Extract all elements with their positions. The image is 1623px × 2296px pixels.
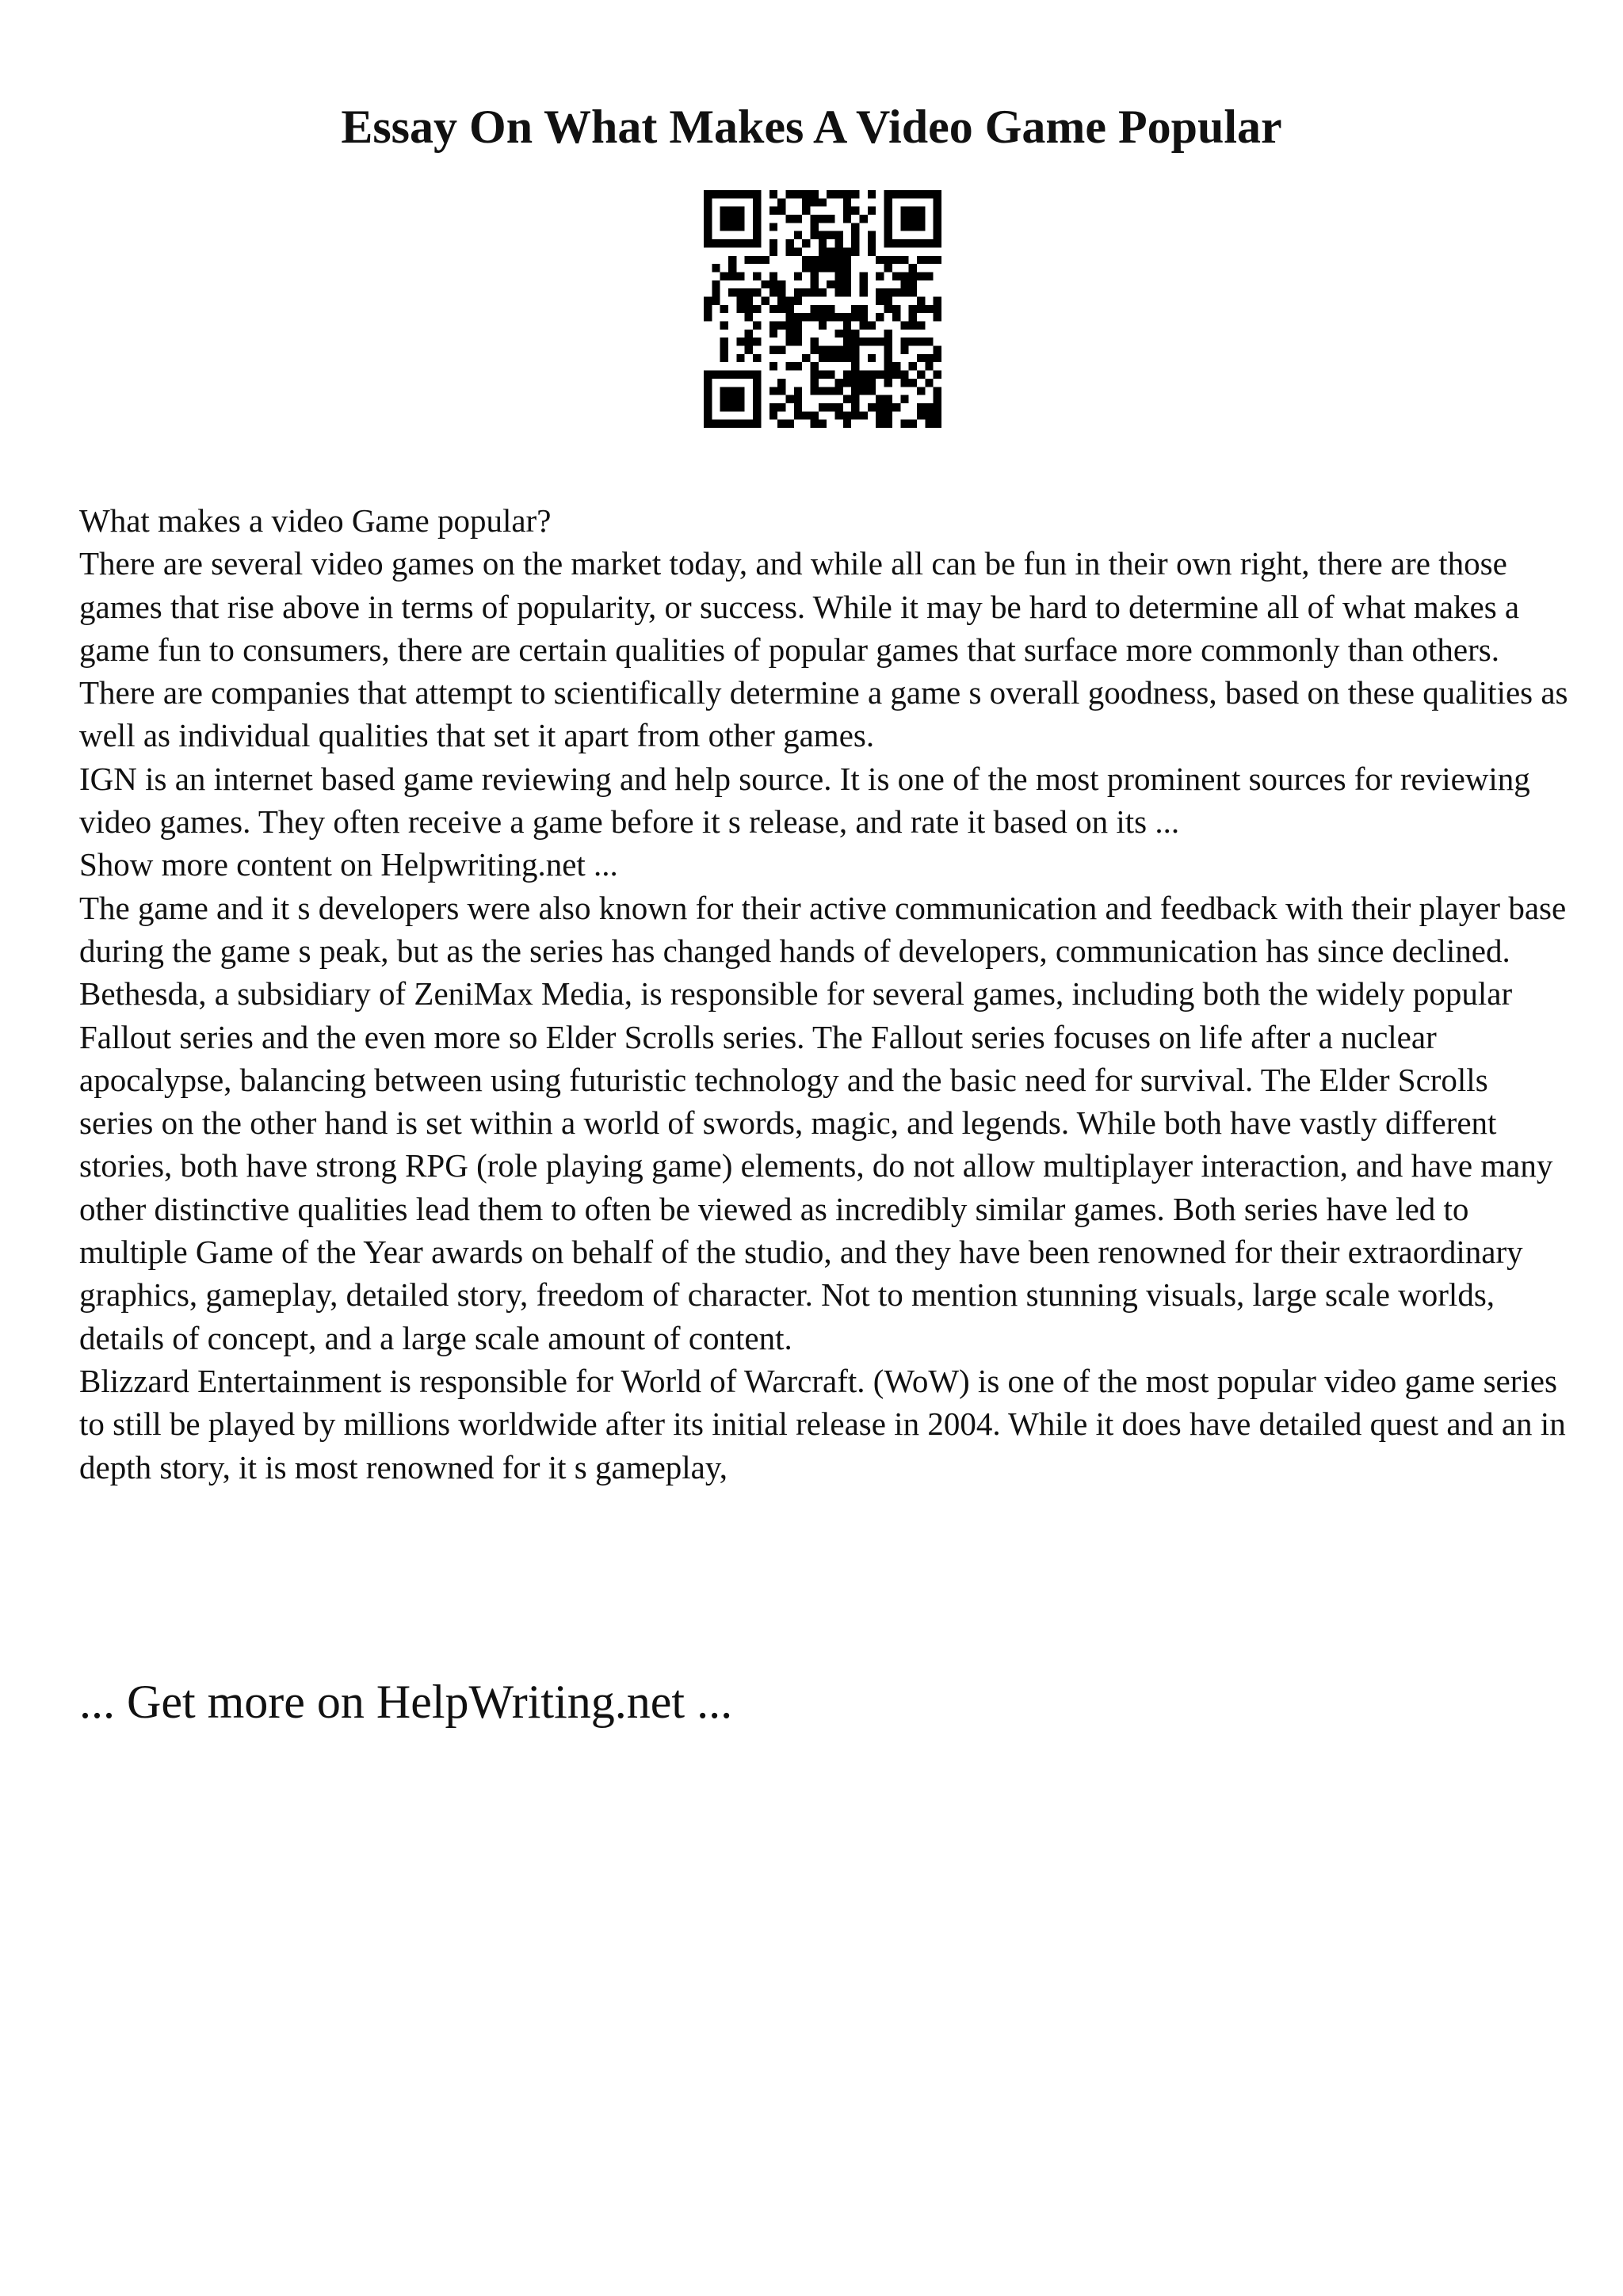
essay-paragraph: There are several video games on the market today, and while all can be fun in their own right, there are those games that rise above in terms of popularity, or success. While it may be hard to determine all of what makes a game fun to consumers, there are certain qualities of popular games that surface more commonly than others. There are companies that attempt to scientifically determine a game s overall goodness, based on these qualities as well as individual qualities that set it apart from other games. xyxy=(79,545,1568,754)
qr-code-icon xyxy=(704,190,941,428)
qr-code[interactable] xyxy=(704,190,941,428)
essay-body xyxy=(79,499,1569,1489)
essay-paragraph: Blizzard Entertainment is responsible for World of Warcraft. (WoW) is one of the most popular video game series to still be played by millions worldwide after its initial release in 2004. While it does have detailed quest and an in depth story, it is most renowned for it s gameplay, xyxy=(79,1362,1566,1486)
show-more-link[interactable]: Show more content on Helpwriting.net ... xyxy=(79,846,618,883)
document-title: Essay On What Makes A Video Game Popular xyxy=(341,101,1282,153)
get-more-link[interactable]: ... Get more on HelpWriting.net ... xyxy=(79,1676,733,1728)
essay-paragraph: What makes a video Game popular? xyxy=(79,502,552,539)
essay-paragraph: The game and it s developers were also known for their active communication and feedback with their player base during the game s peak, but as the series has changed hands of developers, communication has since declined. xyxy=(79,889,1567,969)
essay-paragraph: IGN is an internet based game reviewing and help source. It is one of the most prominent sources for reviewing video games. They often receive a game before it s release, and rate it based on its ... xyxy=(79,760,1530,841)
essay-paragraph: Bethesda, a subsidiary of ZeniMax Media, is responsible for several games, including both the widely popular Fallout series and the even more so Elder Scrolls series. The Fallout series focuses on life after a nuclear apocalypse, balancing between using futuristic technology and the basic need for survival. The Elder Scrolls series on the other hand is set within a world of swords, magic, and legends. While both have vastly different stories, both have strong RPG (role playing game) elements, do not allow multiplayer interaction, and have many other distinctive qualities lead them to often be viewed as incredibly similar games. Both series have led to multiple Game of the Year awards on behalf of the studio, and they have been renowned for their extraordinary graphics, gameplay, detailed story, freedom of character. Not to mention stunning visuals, large scale worlds, details of concept, and a large scale amount of content. xyxy=(79,975,1553,1356)
